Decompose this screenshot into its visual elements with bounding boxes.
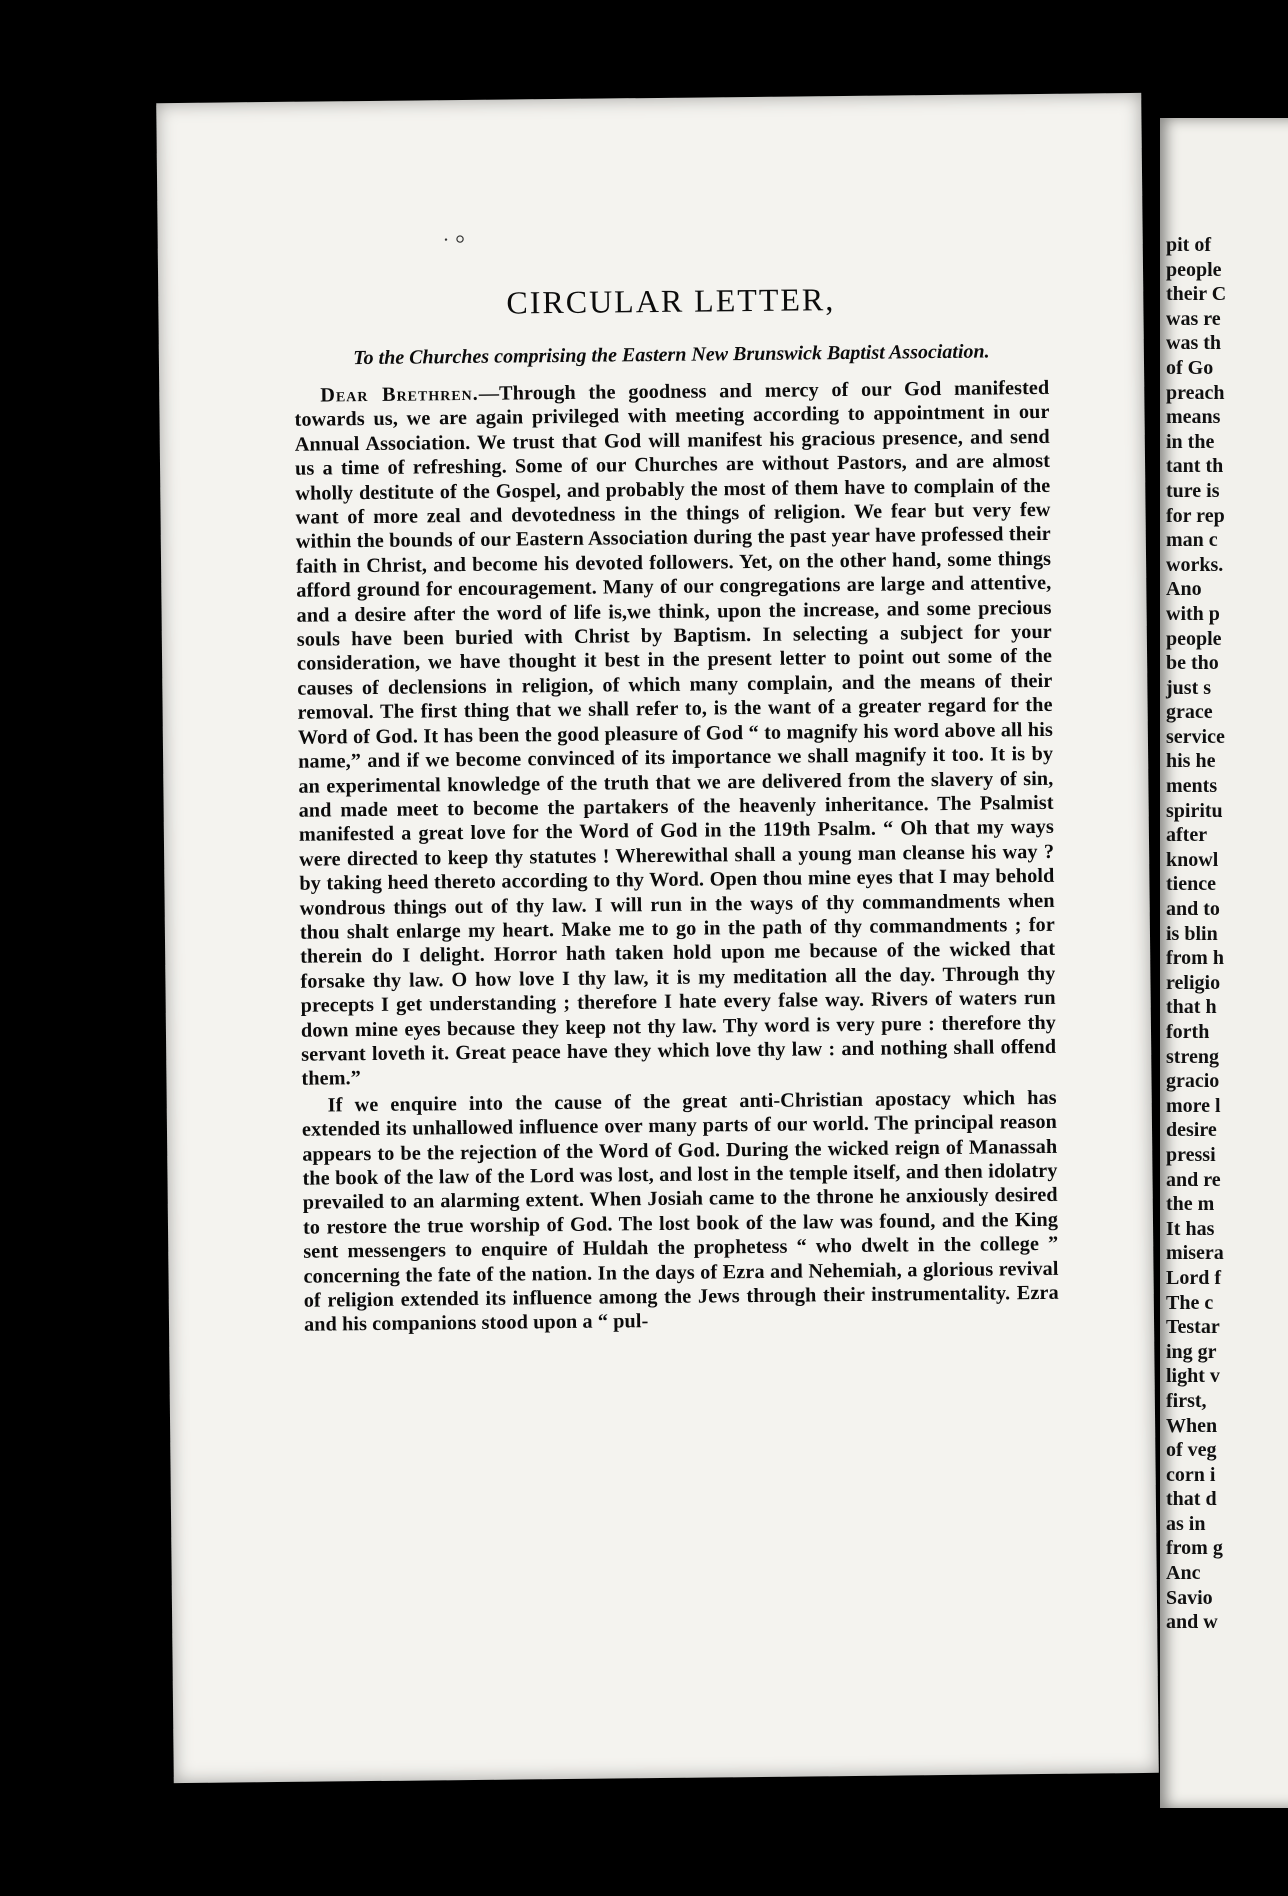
facing-page-line: pressi xyxy=(1166,1143,1216,1166)
body-paragraph xyxy=(302,1086,1060,1338)
facing-page-line: and re xyxy=(1166,1168,1221,1191)
salutation: Dear Brethren. xyxy=(320,382,479,407)
paragraph-text: —Through the goodness and mercy of our God manifested towards us, we are again privileged with meeting according to appointment in our Annual Association. We trust that God will manifest his gracious presence, and send us a time of refreshing. Some of our Churches are without Pastors, and are almost wholly destitute of the Gospel, and probably the most of them have to complain of the want of more zeal and devotedness in the things of religion. We fear but very few within the bounds of our Eastern Association during the past year have professed their faith in Christ, and become his devoted followers. Yet, on the other hand, some things afford ground for encouragement. Many of our congregations are large and attentive, and a desire after the word of life is,we think, upon the increase, and some precious souls have been buried with Christ by Baptism. In selecting a subject for your consideration, we have thought it best in the present letter to point out some of the causes of declensions in religion, of which many complain, and the means of their removal. The first thing that we shall refer to, is the want of a greater regard for the Word of God. It has been the good pleasure of God “ to magnify his word above all his name,” and if we become convinced of its importance we shall magnify it too. It is by an experimental knowledge of the truth that we are delivered from the slavery of sin, and made meet to become the partakers of the heavenly inheritance. The Psalmist manifested a great love for the Word of God in the 119th Psalm. “ Oh that my ways were directed to keep thy statutes ! Wherewithal shall a young man cleanse his way ? by taking heed thereto according to thy Word. Open thou mine eyes that I may behold wondrous things out of thy law. I will run in the ways of thy commandments when thou shalt enlarge my heart. Make me to go in the path of thy commandments ; for therein do I delight. Horror hath taken hold upon me because of the wicked that forsake thy law. O how love I thy law, it is my meditation all the day. Through thy precepts I get understanding ; therefore I hate every false way. Rivers of waters run down mine eyes because they keep not thy law. Thy word is very pure : therefore thy servant loveth it. Great peace have they which love thy law : and nothing shall offend them.” xyxy=(294,376,1057,1091)
facing-page-line: misera xyxy=(1166,1242,1224,1265)
facing-page-line: gracio xyxy=(1166,1070,1220,1093)
facing-page-line: is blin xyxy=(1166,922,1218,945)
facing-page-line: just s xyxy=(1166,676,1212,699)
subtitle: To the Churches comprising the Eastern New Brunswick Baptist Association. xyxy=(353,340,990,370)
facing-page-line: means xyxy=(1166,406,1221,429)
facing-page-line: of veg xyxy=(1166,1439,1217,1462)
facing-page-line: pit of xyxy=(1166,234,1211,256)
facing-page-line: Ano xyxy=(1166,578,1202,601)
facing-page-line: was re xyxy=(1166,307,1221,330)
facing-page-line: preach xyxy=(1166,381,1225,404)
facing-page-line: ture is xyxy=(1166,479,1220,502)
facing-page xyxy=(1160,118,1288,1808)
paragraph-text: If we enquire into the cause of the great anti-Christian apostacy which has extended its unhallowed influence over many parts of our world. The principal reason appears to be the rejection of the Word of God. During the wicked reign of Manassah the book of the law of the Lord was lost, and lost in the temple itself, and then idolatry prevailed to an alarming extent. When Josiah came to the throne he anxiously desired to restore the true worship of God. The lost book of the law was found, and the King sent messengers to enquire of Huldah the prophetess “ who dwelt in the college ” concerning the fate of the nation. In the days of Ezra and Nehemiah, a glorious revival of religion extended its influence among the Jews through their instrumentality. Ezra and his companions stood upon a “ pul- xyxy=(301,1086,1059,1337)
facing-page-line: Lord f xyxy=(1166,1266,1221,1289)
facing-page-line: and to xyxy=(1166,898,1220,921)
facing-page-line: first, xyxy=(1166,1389,1207,1412)
facing-page-line: that h xyxy=(1166,996,1217,1019)
ink-smudge: · ⸰ xyxy=(442,228,466,252)
facing-page-line: from h xyxy=(1166,947,1224,970)
facing-page-line: tience xyxy=(1166,873,1216,896)
facing-page-line: in the xyxy=(1166,430,1215,453)
facing-page-line: more l xyxy=(1166,1094,1221,1117)
facing-page-line: religio xyxy=(1166,971,1221,994)
body-paragraph xyxy=(294,376,1056,1092)
facing-page-line: man c xyxy=(1166,529,1218,552)
page-title: CIRCULAR LETTER, xyxy=(506,281,836,321)
facing-page-line: Testar xyxy=(1166,1316,1220,1339)
facing-page-text xyxy=(1166,233,1226,1635)
facing-page-line: of Go xyxy=(1166,356,1214,379)
facing-page-line: service xyxy=(1166,725,1225,748)
facing-page-line: light v xyxy=(1166,1365,1220,1388)
facing-page-line: from g xyxy=(1166,1537,1223,1560)
facing-page-line: desire xyxy=(1166,1119,1217,1142)
facing-page-line: was th xyxy=(1166,332,1222,355)
facing-page-line: corn i xyxy=(1166,1463,1216,1486)
document-page xyxy=(156,93,1159,1783)
facing-page-line: spiritu xyxy=(1166,799,1223,822)
facing-page-line: people xyxy=(1166,258,1222,281)
page-content xyxy=(293,279,1059,1338)
facing-page-line: their C xyxy=(1166,283,1227,306)
facing-page-line: ing gr xyxy=(1166,1340,1217,1363)
facing-page-line: tant th xyxy=(1166,455,1224,478)
facing-page-line: be tho xyxy=(1166,652,1219,675)
facing-page-line: after xyxy=(1166,824,1208,847)
facing-page-line: The c xyxy=(1166,1291,1214,1314)
facing-page-line: It has xyxy=(1166,1217,1215,1240)
facing-page-line: ments xyxy=(1166,775,1218,798)
facing-page-line: for rep xyxy=(1166,504,1225,527)
facing-page-line: people xyxy=(1166,627,1222,650)
facing-page-line: the m xyxy=(1166,1193,1215,1216)
facing-page-line: works. xyxy=(1166,553,1224,576)
facing-page-line: grace xyxy=(1166,701,1213,724)
facing-page-line: with p xyxy=(1166,602,1220,625)
facing-page-line: his he xyxy=(1166,750,1216,773)
facing-page-line: Savio xyxy=(1166,1586,1213,1609)
facing-page-line: that d xyxy=(1166,1488,1217,1511)
facing-page-line: knowl xyxy=(1166,848,1219,871)
facing-page-line: forth xyxy=(1166,1021,1210,1043)
facing-page-line: and w xyxy=(1166,1611,1218,1634)
facing-page-line: as in xyxy=(1166,1512,1206,1535)
facing-page-line: streng xyxy=(1166,1045,1219,1068)
facing-page-line: Anc xyxy=(1166,1562,1201,1585)
facing-page-line: When xyxy=(1166,1414,1218,1437)
